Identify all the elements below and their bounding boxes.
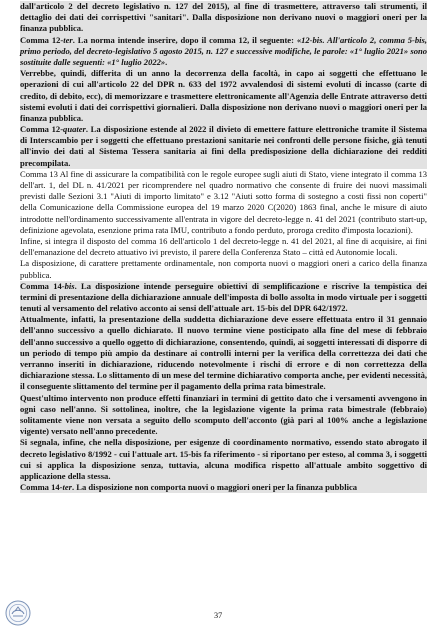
paragraph-comma-13: Comma 13 Al fine di assicurare la compatibilità con le regole europee sugli aiuti di Stato, viene integrato il comma 13 dell'art. 1, del DL n. 41/2021 per ricomprendere nel quadro normativo che consente di fruire dei nuovi massimali previsti dalle Sezioni 3.1 "Aiuti di importo limitato" e 3.12 "Aiuti sotto forma di sostegno a costi fissi non coperti" della Comunicazione della Commissione europea del 19 marzo 2020 C(2020) 1863 final, anche le misure di aiuto introdotte nell'ordinamento successivamente all'entrata in vigore del decreto-legge n. 41 del 2021 (contributo start-up, definizione agevolata, esenzione prima rata IMU, contributo a fondo perduto, proroga credito d'imposta locazioni). bbox=[20, 168, 427, 235]
paragraph-comma-14-ter: Comma 14-ter. La disposizione non comporta nuovi o maggiori oneri per la finanza pubblica bbox=[20, 482, 427, 493]
paragraph-7: La disposizione, di carattere prettamente ordinamentale, non comporta nuovi o maggiori oneri a carico della finanza pubblica. bbox=[20, 258, 427, 280]
paragraph-11: Si segnala, infine, che nella disposizione, per esigenze di coordinamento normativo, essendo stato abrogato il decreto legislativo 8/1992 - cui l'attuale art. 15-bis fa riferimento - si riportano per esteso, al comma 3, i soggetti cui si applica la disposizione senza, tuttavia, alcuna modifica rispetto all'attuale ambito soggettivo di applicazione della stessa. bbox=[20, 437, 427, 481]
paragraph-comma-12-ter: Comma 12-ter. La norma intende inserire, dopo il comma 12, il seguente: «12-bis. All'articolo 2, comma 5-bis, primo periodo, del decreto-legislativo 5 agosto 2015, n. 127 e successive modifiche, le parole: «1° luglio 2021» sono sostituite dalle seguenti: «1° luglio 2022». bbox=[20, 34, 427, 67]
page-number: 37 bbox=[214, 611, 223, 620]
paragraph-3: Verrebbe, quindi, differita di un anno la decorrenza della facoltà, in capo ai soggetti che effettuano le operazioni di cui all'articolo 22 del DPR n. 633 del 1972 avvalendosi di sistemi evoluti di incasso (carte di credito, di debito, ecc), di memorizzare e trasmettere elettronicamente all'Agenzia delle Entrate attraverso detti sistemi evoluti i dati dei corrispettivi giornalieri. Dalla disposizione non derivano nuovi o maggiori oneri per la finanza pubblica. bbox=[20, 68, 427, 123]
paragraph-10: Quest'ultimo intervento non produce effetti finanziari in termini di gettito dato che i versamenti avvengono in ogni caso nell'anno. Si sottolinea, inoltre, che la legislazione vigente la prima rata bimestrale (febbraio) solitamente viene non versata a seguito dello scomputo dell'acconto (già pari al 100% anche a legislazione vigente) versato nell'anno precedente. bbox=[20, 392, 427, 437]
paragraph-comma-14-bis: Comma 14-bis. La disposizione intende perseguire obiettivi di semplificazione e riscrive la tempistica dei termini di presentazione della dichiarazione annuale dell'imposta di bollo assolta in modo virtuale per i soggetti tenuti al versamento del relativo acconto ai sensi dell'attuale art. 15-bis del DPR 642/1972. bbox=[20, 280, 427, 314]
paragraph-9: Attualmente, infatti, la presentazione della suddetta dichiarazione deve essere effettuata entro il 31 gennaio dell'anno successivo a quello dichiarato. Il nuovo termine viene posticipato alla fine del mese di febbraio dell'anno successivo a quello oggetto di dichiarazione, consentendo, quindi, ai soggetti interessati di disporre di un periodo di tempo più ampio da destinare ai controlli interni per la verifica della correttezza dei dati che verranno inseriti in dichiarazione, riducendo notevolmente i rischi di errore e di non correttezza della dichiarazione stessa. Lo slittamento di un mese del termine dichiarativo comporta anche, per evidenti necessità, il conseguente slittamento del termine per il pagamento della prima rata bimestrale. bbox=[20, 314, 427, 392]
seal-icon bbox=[5, 600, 31, 626]
paragraph-comma-12-quater: Comma 12-quater. La disposizione estende al 2022 il divieto di emettere fatture elettroniche tramite il Sistema di Interscambio per i soggetti che effettuano prestazioni sanitarie nei confronti delle persone fisiche, già tenuti all'invio dei dati al Sistema Tessera sanitaria ai fini della predisposizione della dichiarazione dei redditi precompilata. bbox=[20, 124, 427, 168]
paragraph-1: dall'articolo 2 del decreto legislativo n. 127 del 2015), al fine di trasmettere, attraverso tali strumenti, il dettaglio dei dati dei corrispettivi "sanitari". Dalla disposizione non derivano nuovi o maggiori oneri per la finanza pubblica. bbox=[20, 1, 427, 34]
paragraph-6: Infine, si integra il disposto del comma 16 dell'articolo 1 del decreto-legge n. 41 del 2021, al fine di acquisire, ai fini dell'emanazione del decreto attuativo ivi previsto, il parere della Conferenza Stato – città ed Autonomie locali. bbox=[20, 235, 427, 258]
document-page bbox=[20, 1, 427, 493]
